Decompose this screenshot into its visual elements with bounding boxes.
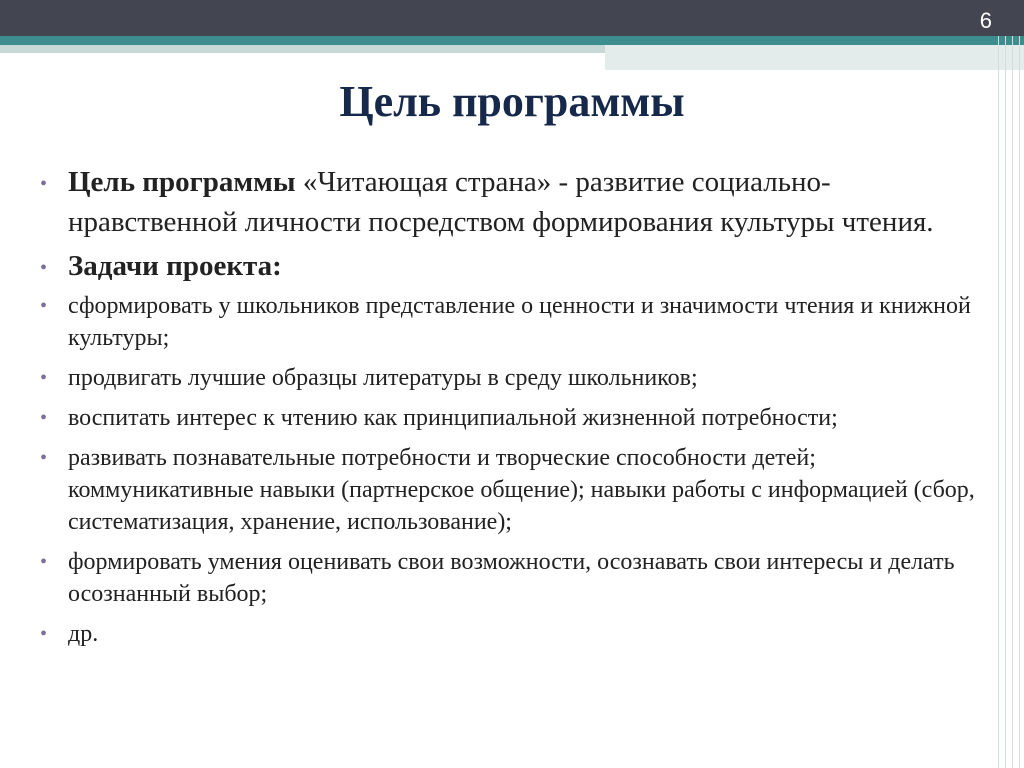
task-item [36, 402, 986, 434]
slide-title: Цель программы [339, 77, 685, 126]
bullet-icon: • [40, 257, 48, 279]
goal-label: Цель программы [68, 166, 296, 198]
bullet-icon: • [40, 447, 48, 469]
goal-item [36, 162, 986, 242]
header-band-teal [0, 36, 1024, 45]
task-item [36, 362, 986, 394]
bullet-icon: • [40, 551, 48, 573]
bullet-icon: • [40, 295, 48, 317]
header-band-light [0, 45, 605, 53]
task-item [36, 442, 986, 538]
bullet-icon: • [40, 367, 48, 389]
bullet-icon: • [40, 407, 48, 429]
task-item [36, 290, 986, 354]
task-text: развивать познавательные потребности и творческие способности детей; коммуникативные навыки (партнерское общение); навыки работы с информацией (сбор, систематизация, хранение, использование); [68, 445, 975, 535]
goal-text: - развитие социально-нравственной личности посредством формирования культуры чтения. [68, 166, 934, 238]
task-item [36, 618, 986, 650]
task-item [36, 546, 986, 610]
tasks-heading-item [36, 246, 986, 286]
task-text: формировать умения оценивать свои возможности, осознавать свои интересы и делать осознанный выбор; [68, 549, 955, 607]
task-text: воспитать интерес к чтению как принципиальной жизненной потребности; [68, 405, 838, 431]
decorative-vertical-lines [992, 36, 1024, 768]
bullet-list [36, 162, 986, 658]
bullet-icon: • [40, 173, 48, 195]
goal-program-name: «Читающая страна» [302, 166, 552, 198]
task-text: продвигать лучшие образцы литературы в среду школьников; [68, 365, 698, 391]
bullet-icon: • [40, 623, 48, 645]
tasks-heading: Задачи проекта: [68, 250, 282, 282]
header-band-light-right [605, 45, 1024, 70]
header-band-dark [0, 0, 1024, 36]
slide-number: 6 [979, 8, 992, 33]
task-text: др. [68, 621, 99, 647]
task-text: сформировать у школьников представление о ценности и значимости чтения и книжной культуры; [68, 293, 971, 351]
